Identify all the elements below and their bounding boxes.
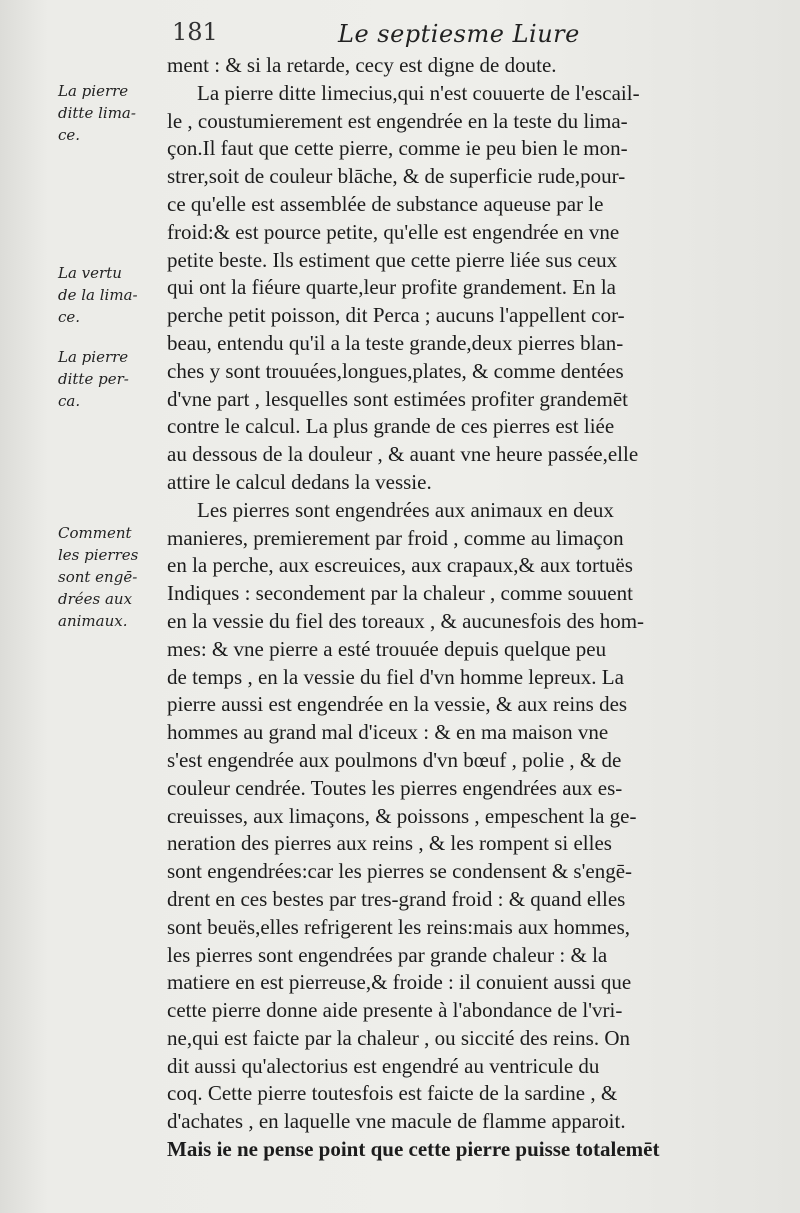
text-line: sont beuës,elles refrigerent les reins:mais aux hommes, (167, 914, 631, 939)
margin-note-line: ce. (58, 308, 81, 326)
margin-note-line: les pierres (58, 546, 139, 564)
text-line: d'vne part , lesquelles sont estimées profiter grandemēt (167, 386, 628, 411)
text-line: contre le calcul. La plus grande de ces pierres est liée (167, 414, 615, 439)
text-line: les pierres sont engendrées par grande chaleur : & la (167, 942, 608, 967)
text-line: qui ont la fiéure quarte,leur profite grandement. En la (167, 275, 616, 300)
text-line: ches y sont trouuées,longues,plates, & comme dentées (167, 358, 624, 383)
text-line: petite beste. Ils estiment que cette pierre liée sus ceux (167, 247, 618, 272)
text-line: s'est engendrée aux poulmons d'vn bœuf , polie , & de (167, 747, 622, 772)
text-line: de temps , en la vessie du fiel d'vn homme lepreux. La (167, 664, 624, 689)
margin-note-line: La vertu (58, 264, 122, 282)
margin-note-line: sont engē- (58, 568, 138, 586)
text-line: matiere en est pierreuse,& froide : il conuient aussi que (167, 970, 632, 995)
show-through-artifact (60, 830, 150, 890)
text-line: çon.Il faut que cette pierre, comme ie peu bien le mon- (167, 136, 628, 161)
text-line: creuisses, aux limaçons, & poissons , empeschent la ge- (167, 803, 637, 828)
text-line: ne,qui est faicte par la chaleur , ou siccité des reins. On (167, 1025, 630, 1050)
text-line: Mais ie ne pense point que cette pierre puisse totalemēt (167, 1137, 660, 1162)
text-line: cette pierre donne aide presente à l'abondance de l'vri- (167, 998, 623, 1023)
margin-note-line: drées aux (58, 590, 133, 608)
margin-note-line: ditte per- (58, 370, 129, 388)
text-line: ce qu'elle est assemblée de substance aqueuse par le (167, 191, 604, 216)
margin-note-line: animaux. (58, 612, 128, 630)
text-line: couleur cendrée. Toutes les pierres engendrées aux es- (167, 775, 623, 800)
margin-note-4 (58, 522, 168, 632)
running-header (0, 14, 800, 48)
text-line: Les pierres sont engendrées aux animaux en deux (197, 497, 614, 522)
body-text (167, 52, 767, 1164)
text-line: pierre aussi est engendrée en la vessie, & aux reins des (167, 692, 628, 717)
margin-note-line: La pierre (58, 82, 129, 100)
text-line: attire le calcul dedans la vessie. (167, 469, 432, 494)
text-line: La pierre ditte limecius,qui n'est couuerte de l'escail- (197, 80, 640, 105)
text-line: coq. Cette pierre toutesfois est faicte de la sardine , & (167, 1081, 618, 1106)
text-line: beau, entendu qu'il a la teste grande,deux pierres blan- (167, 330, 624, 355)
page-number: 181 (172, 18, 218, 46)
text-line: ment : & si la retarde, cecy est digne de doute. (167, 53, 557, 77)
text-line: neration des pierres aux reins , & les rompent si elles (167, 831, 612, 856)
margin-note-line: ca. (58, 392, 81, 410)
text-line: dit aussi qu'alectorius est engendré au ventricule du (167, 1053, 600, 1078)
text-line: drent en ces bestes par tres-grand froid : & quand elles (167, 886, 626, 911)
text-line: strer,soit de couleur blāche, & de superficie rude,pour- (167, 164, 626, 189)
margin-note-line: Comment (58, 524, 132, 542)
text-line: en la perche, aux escreuices, aux crapaux,& aux tortuës (167, 553, 633, 578)
margin-note-2 (58, 262, 168, 328)
text-line: Indiques : secondement par la chaleur , comme souuent (167, 581, 633, 606)
text-line: hommes au grand mal d'iceux : & en ma maison vne (167, 720, 609, 745)
text-line: le , coustumierement est engendrée en la teste du lima- (167, 108, 628, 133)
running-title: Le septiesme Liure (338, 20, 580, 48)
margin-note-3 (58, 346, 168, 412)
margin-note-line: ditte lima- (58, 104, 136, 122)
text-line: en la vessie du fiel des toreaux , & aucunesfois des hom- (167, 608, 645, 633)
text-line: perche petit poisson, dit Perca ; aucuns l'appellent cor- (167, 303, 625, 328)
margin-note-line: ce. (58, 126, 81, 144)
text-line: manieres, premierement par froid , comme au limaçon (167, 525, 624, 550)
text-line: au dessous de la douleur , & auant vne heure passée,elle (167, 442, 639, 467)
text-line: froid:& est pource petite, qu'elle est engendrée en vne (167, 219, 620, 244)
margin-note-line: La pierre (58, 348, 129, 366)
text-line: mes: & vne pierre a esté trouuée depuis quelque peu (167, 636, 607, 661)
margin-note-1 (58, 80, 168, 146)
margin-note-line: de la lima- (58, 286, 138, 304)
text-line: d'achates , en laquelle vne macule de flamme apparoit. (167, 1109, 626, 1134)
text-line: sont engendrées:car les pierres se condensent & s'engē- (167, 859, 633, 884)
